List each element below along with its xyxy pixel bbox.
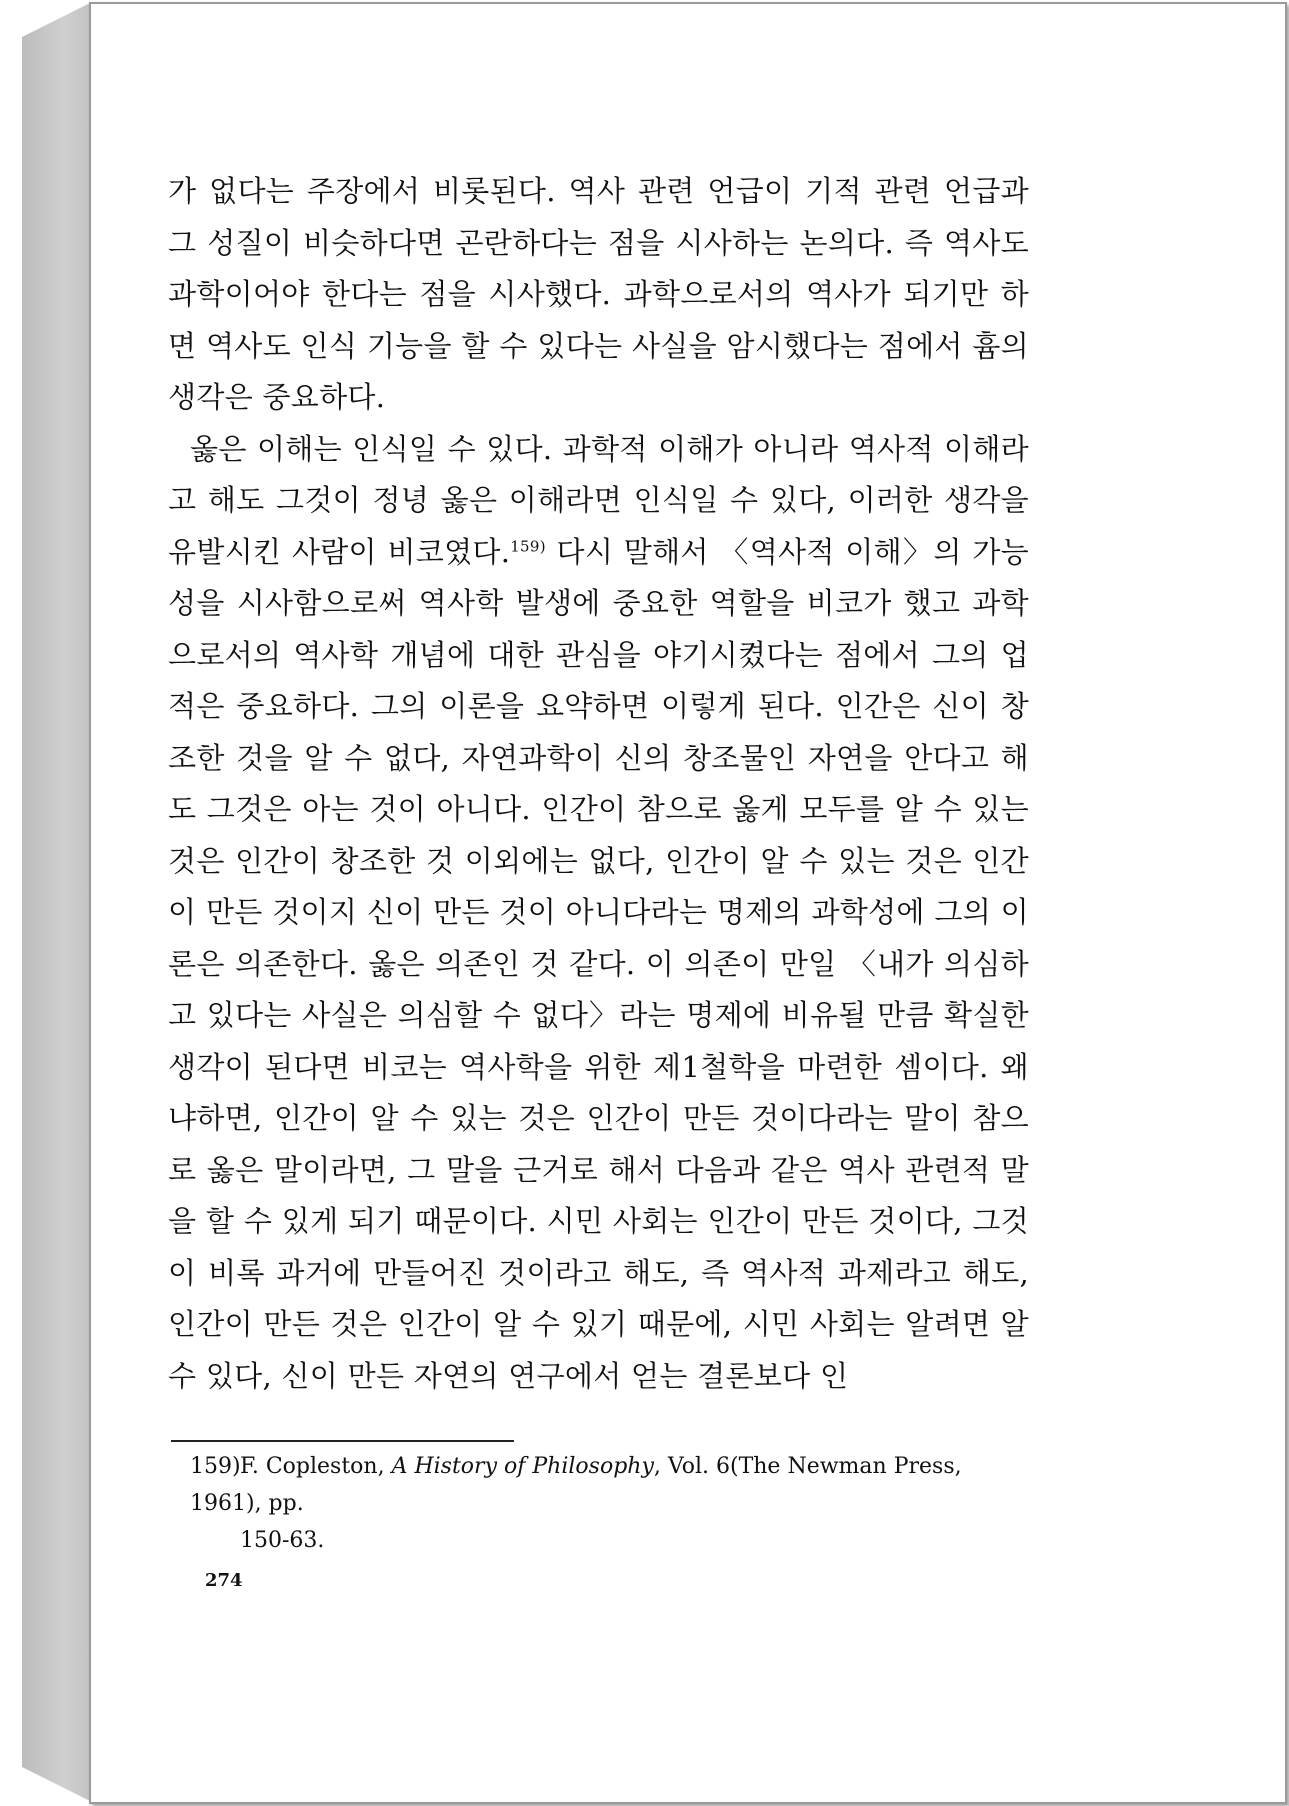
footnote-divider [171,1440,514,1442]
paragraph [168,166,1029,424]
footnote [190,1448,1032,1559]
footnote-author: F. Copleston, [240,1454,392,1479]
paragraph [168,424,1029,1403]
paragraph-text: 가 없다는 주장에서 비롯된다. 역사 관련 언급이 기적 관련 언급과 그 성질이 비슷하다면 곤란하다는 점을 시사하는 논의다. 즉 역사도 과학이어야 한다는 점을 시사했다. 과학으로서의 역사가 되기만 하면 역사도 인식 기능을 할 수 있다는 사실을 암시했다는 점에서 흄의 생각은 중요하다. [168,174,1029,414]
footnote-publication: , Vol. 6(The Newman Press, 1961), pp. [190,1454,962,1516]
page-number: 274 [205,1570,243,1591]
paragraph-text-before-ref: 옳은 이해는 인식일 수 있다. 과학적 이해가 아니라 역사적 이해라고 해도 그것이 정녕 옳은 이해라면 인식일 수 있다, 이러한 생각을 유발시킨 사람이 비코였다. [168,431,1029,569]
footnote-reference: 159) [510,536,546,555]
footnote-book-title: A History of Philosophy [391,1454,654,1479]
footnote-pages: 150-63. [240,1528,325,1553]
book-spine [22,2,92,1802]
paragraph-text-after-ref: 다시 말해서 〈역사적 이해〉의 가능성을 시사함으로써 역사학 발생에 중요한 역할을 비코가 했고 과학으로서의 역사학 개념에 대한 관심을 야기시켰다는 점에서 그의 업적은 중요하다. 그의 이론을 요약하면 이렇게 된다. 인간은 신이 창조한 것을 알 수 없다, 자연과학이 신의 창조물인 자연을 안다고 해도 그것은 아는 것이 아니다. 인간이 참으로 옳게 모두를 알 수 있는 것은 인간이 창조한 것 이외에는 없다, 인간이 알 수 있는 것은 인간이 만든 것이지 신이 만든 것이 아니다라는 명제의 과학성에 그의 이론은 의존한다. 옳은 의존인 것 같다. 이 의존이 만일 〈내가 의심하고 있다는 사실은 의심할 수 없다〉라는 명제에 비유될 만큼 확실한 생각이 된다면 비코는 역사학을 위한 제1철학을 마련한 셈이다. 왜냐하면, 인간이 알 수 있는 것은 인간이 만든 것이다라는 말이 참으로 옳은 말이라면, 그 말을 근거로 해서 다음과 같은 역사 관련적 말을 할 수 있게 되기 때문이다. 시민 사회는 인간이 만든 것이다, 그것이 비록 과거에 만들어진 것이라고 해도, 즉 역사적 과제라고 해도, 인간이 만든 것은 인간이 알 수 있기 때문에, 시민 사회는 알려면 알 수 있다, 신이 만든 자연의 연구에서 얻는 결론보다 인 [168,534,1029,1393]
footnote-number: 159) [190,1454,241,1479]
body-text [168,166,1029,1402]
